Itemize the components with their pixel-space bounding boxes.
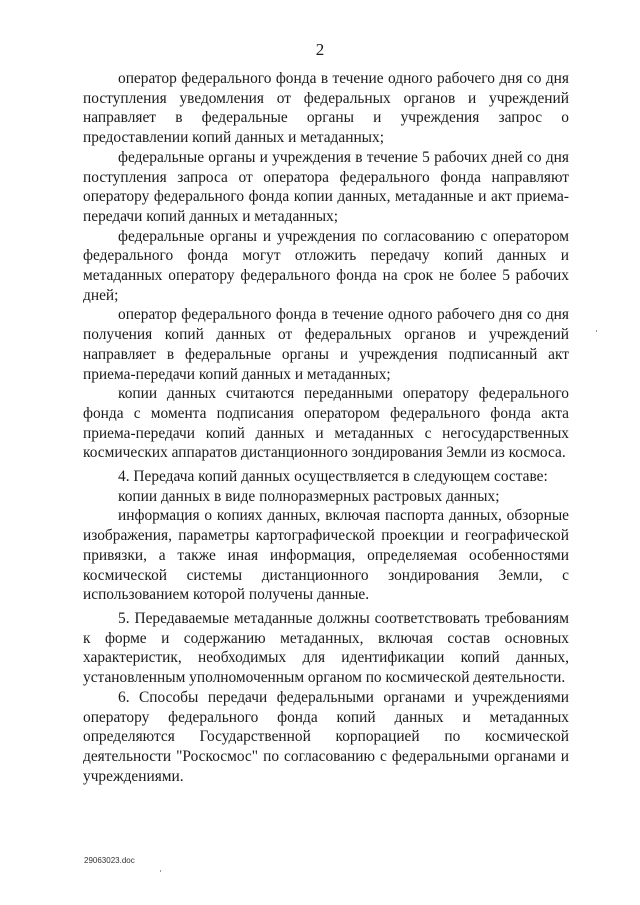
page-number: 2 <box>315 40 325 59</box>
paragraph-postpone-transfer: федеральные органы и учреждения по согласованию с оператором федерального фонда могут отложить передачу копий данных и метаданных оператору федерального фонда на срок не более 5 рабочих дней; <box>83 227 569 304</box>
paragraph-item-5: 5. Передаваемые метаданные должны соответствовать требованиям к форме и содержанию метаданных, включая состав основных характеристик, необходимых для идентификации копий данных, установленным уполномоченным органом по космической деятельности. <box>83 609 569 687</box>
paragraph-operator-request: оператор федерального фонда в течение одного рабочего дня со дня поступления уведомления от федеральных органов и учреждений направляет в федеральные органы и учреждения запрос о предоставлении копий данных и метаданных; <box>83 70 569 147</box>
paragraph-transfer-moment: копии данных считаются переданными оператору федерального фонда с момента подписания оператором федерального фонда акта приема-передачи копий данных и метаданных с негосударственных космических аппаратов дистанционного зондирования Земли из космоса. <box>83 385 569 462</box>
paragraph-agencies-send-copies: федеральные органы и учреждения в течение 5 рабочих дней со дня поступления запроса от оператора федерального фонда направляют оператору федерального фонда копии данных, метаданные и акт приема-передачи копий данных и метаданных; <box>83 148 569 225</box>
footer-filename: 29063023.doc <box>84 856 135 865</box>
document-body <box>83 69 569 786</box>
scan-speck <box>596 330 597 332</box>
paragraph-raster-copies: копии данных в виде полноразмерных растровых данных; <box>118 487 500 505</box>
paragraph-item-4: 4. Передача копий данных осуществляется в следующем составе: <box>118 468 548 486</box>
paragraph-copies-info: информация о копиях данных, включая паспорта данных, обзорные изображения, параметры картографической проекции и географической привязки, а также иная информация, определяемая особенностями космической системы дистанционного зондирования Земли, с использованием которой получены данные. <box>83 507 569 604</box>
scan-speck <box>160 870 161 872</box>
paragraph-signed-act: оператор федерального фонда в течение одного рабочего дня со дня получения копий данных от федеральных органов и учреждений направляет в федеральные органы и учреждения подписанный акт приема-передачи копий данных и метаданных; <box>83 306 569 383</box>
paragraph-item-6: 6. Способы передачи федеральными органами и учреждениями оператору федерального фонда копий данных и метаданных определяются Государственной корпорацией по космической деятельности "Роскосмос" по согласованию с федеральными органами и учреждениями. <box>83 688 569 785</box>
